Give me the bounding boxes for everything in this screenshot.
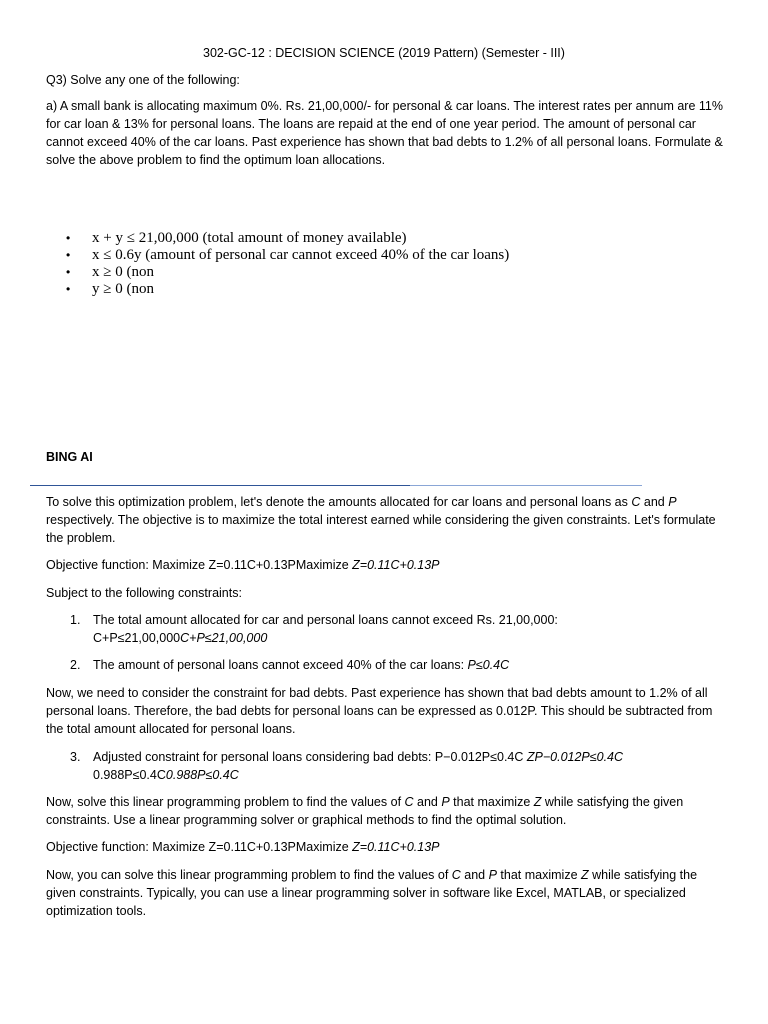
bad-debts-paragraph: Now, we need to consider the constraint for bad debts. Past experience has shown that bad debts amount to 1.2% of all personal loans. Therefore, the bad debts for personal loans can be expressed as 0.012P. This should be subtracted from the total amount allocated for personal loans.: [46, 686, 713, 736]
objective-function: Objective function: Maximize Z=0.11C+0.13PMaximize Z=0.11C+0.13P: [46, 558, 440, 572]
subject-to-label: Subject to the following constraints:: [46, 586, 242, 600]
question-heading: Q3) Solve any one of the following:: [46, 73, 240, 87]
constraint-item: • x ≤ 0.6y (amount of personal car cannot exceed 40% of the car loans): [66, 247, 509, 264]
page-title: 302-GC-12 : DECISION SCIENCE (2019 Pattern) (Semester - III): [203, 46, 565, 60]
constraint-item: • y ≥ 0 (non: [66, 281, 509, 298]
section-divider: [30, 485, 642, 486]
constraint-list: [66, 230, 509, 298]
question-body: a) A small bank is allocating maximum 0%. Rs. 21,00,000/- for personal & car loans. The interest rates per annum are 11% for car loan & 13% for personal loans. The loans are repaid at the end of one year period. The amount of personal car cannot exceed 40% of the car loans. Past experience has shown that bad debts to 1.2% of all personal loans. Formulate & solve the above problem to find the optimum loan allocations.: [46, 99, 723, 167]
source-label: BING AI: [46, 450, 93, 464]
document-page: 302-GC-12 : DECISION SCIENCE (2019 Pattern) (Semester - III) Q3) Solve any one of the following: a) A small bank is allocating maximum 0%. Rs. 21,00,000/- for personal & car loans. The interest rates per annum are 11% for car loan & 13% for personal loans. The loans are repaid at the end of one year period. The amount of personal car cannot exceed 40% of the car loans. Past experience has shown that bad debts to 1.2% of all personal loans. Formulate & solve the above problem to find the optimum loan allocations. • x + y ≤ 21,00,000 (total amount of money available) • x ≤ 0.6y (amount of personal car cannot exceed 40% of the car loans) • x ≥ 0 (non • y ≥ 0 (non BING AI To solve this optimization problem, let's denote the amounts allocated for car loans and personal loans as C and P respectively. The objective is to maximize the total interest earned while considering the given constraints. Let's formulate the problem. Objective function: Maximize Z=0.11C+0.13PMaximize Z=0.11C+0.13P Subject to the following constraints: 1. The total amount allocated for car and personal loans cannot exceed Rs. 21,00,000: C+P≤21,00,000C+P≤21,00,000 2. The amount of personal loans cannot exceed 40% of the car loans: P≤0.4C Now, we need to consider the constraint for bad debts. Past experience has shown that bad debts amount to 1.2% of all personal loans. Therefore, the bad debts for personal loans can be expressed as 0.012P. This should be subtracted from the total amount allocated for personal loans. 3. Adjusted constraint for personal loans considering bad debts: P−0.012P≤0.4C ZP−0.012P≤0.4C 0.988P≤0.4C0.988P≤0.4C Now, solve this linear programming problem to find the values of C and P that maximize Z while satisfying the given constraints. Use a linear programming solver or graphical methods to find the optimal solution. Objective function: Maximize Z=0.11C+0.13PMaximize Z=0.11C+0.13P Now, you can solve this linear programming problem to find the values of C and P that maximize Z while satisfying the given constraints. Typically, you can use a linear programming solver in software like Excel, MATLAB, or specialized optimization tools.: [0, 0, 768, 1024]
solve-paragraph: Now, solve this linear programming problem to find the values of C and P that maximize Z while satisfying the given constraints. Use a linear programming solver or graphical methods to find the optimal solution.: [46, 795, 684, 827]
answer-intro: To solve this optimization problem, let's denote the amounts allocated for car loans and personal loans as C and P respectively. The objective is to maximize the total interest earned while considering the given constraints. Let's formulate the problem.: [46, 495, 716, 545]
final-paragraph: Now, you can solve this linear programming problem to find the values of C and P that maximize Z while satisfying the given constraints. Typically, you can use a linear programming solver in software like Excel, MATLAB, or specialized optimization tools.: [46, 868, 698, 918]
constraint-item: • x ≥ 0 (non: [66, 264, 509, 281]
objective-function-repeat: Objective function: Maximize Z=0.11C+0.13PMaximize Z=0.11C+0.13P: [46, 840, 440, 854]
constraint-item: • x + y ≤ 21,00,000 (total amount of money available): [66, 230, 509, 247]
